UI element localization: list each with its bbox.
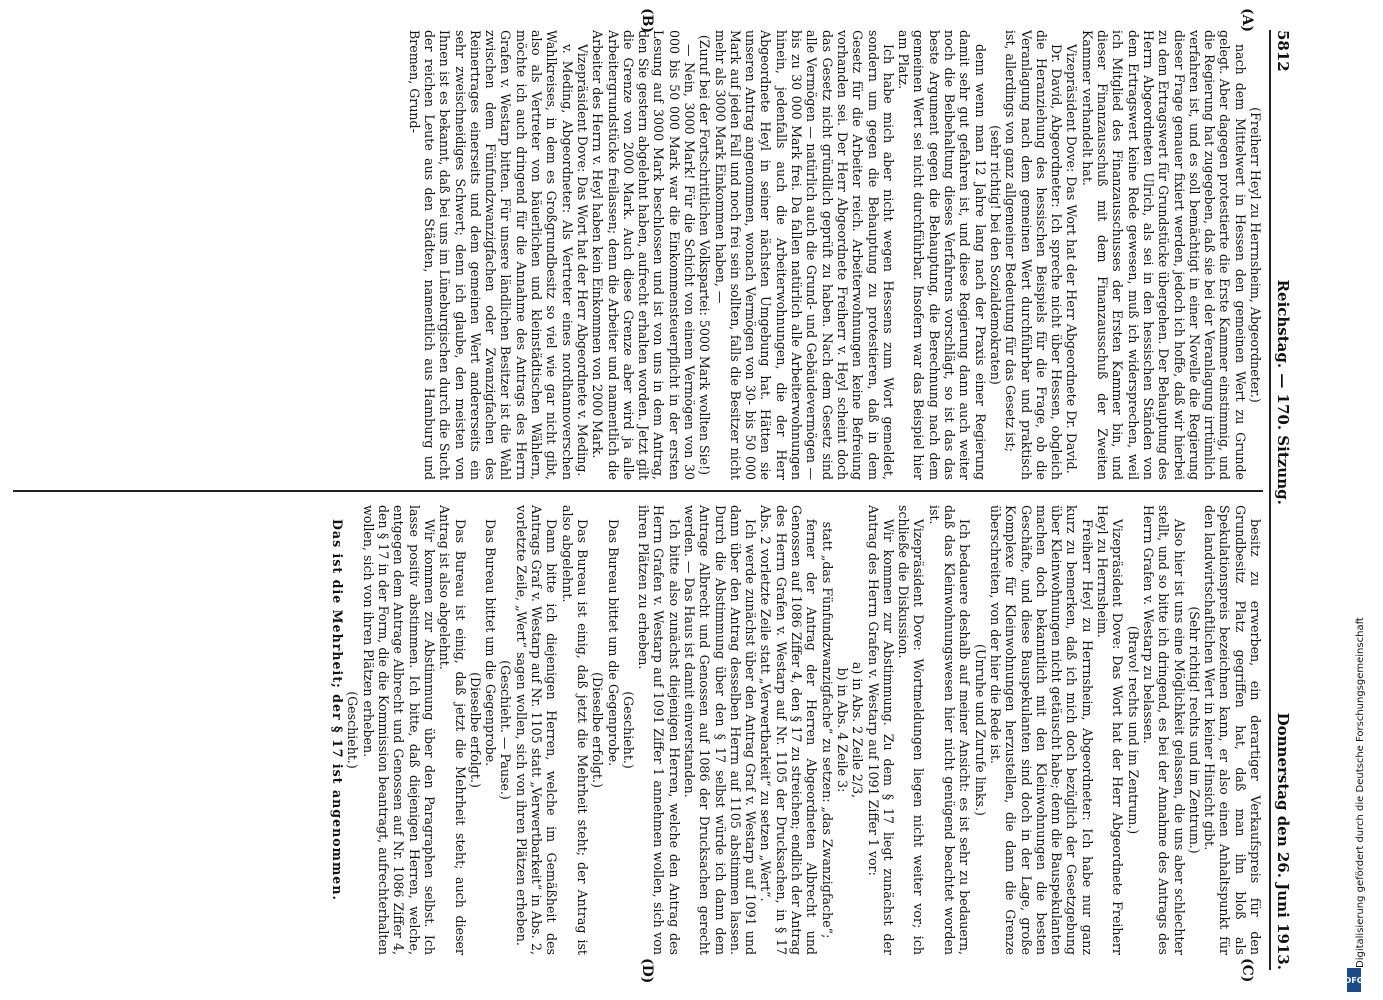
interjection: (Zuruf bei der Fortschrittlichen Volkspartei: 5000 Mark wollten Sie!) bbox=[697, 34, 713, 476]
paragraph: Das Bureau bittet um die Gegenprobe. bbox=[605, 519, 621, 767]
list-item: a) in Abs. 2 Zeile 2/3, bbox=[850, 661, 866, 799]
paragraph: Das Bureau ist einig, daß jetzt die Mehrheit steht; auch dieser Antrag ist also abgelehnt. bbox=[437, 505, 468, 955]
interjection: (Dieselbe erfolgt.) bbox=[467, 672, 483, 788]
page-date: Donnerstag den 26. Juni 1913. bbox=[1274, 712, 1292, 970]
interjection: (Sehr richtig! rechts und im Zentrum.) bbox=[1186, 606, 1202, 854]
left-column bbox=[13, 30, 1263, 480]
digitization-credit: Digitalisierung gefördert durch die Deutsche Forschungsgemeinschaft bbox=[1355, 617, 1366, 968]
margin-marker-c: (C) bbox=[1239, 958, 1255, 983]
quote: statt „das Fünfundzwanzigfache“ zu setzen: „das Zwanzigfache“; bbox=[819, 521, 835, 939]
paragraph: Vizepräsident Dove: Das Wort hat der Herr Abgeordnete Freiherr Heyl zu Herrnsheim. bbox=[1095, 505, 1126, 955]
interjection: (Dieselbe erfolgt.) bbox=[590, 672, 606, 788]
dfg-logo-icon: DFG bbox=[1347, 968, 1361, 992]
paragraph: Ich bitte also zunächst diejenigen Herren, welche den Antrag des Herrn Grafen v. Westarp auf 1091 Ziffer 1 annehmen wollen, sich von ihren Plätzen zu erheben. bbox=[636, 505, 682, 955]
digitization-footer bbox=[1343, 0, 1383, 1000]
page-number: 5812 bbox=[1274, 30, 1292, 72]
margin-marker-b: (B) bbox=[639, 8, 655, 34]
interjection: (Geschieht.) bbox=[620, 691, 636, 769]
paragraph: Das Bureau ist einig, daß jetzt die Mehrheit steht; der Antrag ist also abgelehnt. bbox=[559, 505, 590, 955]
speaker-note: (Freiherr Heyl zu Herrnsheim, Abgeordneter.) bbox=[1248, 107, 1263, 403]
paragraph: Vizepräsident Dove: Wortmeldungen liegen nicht weiter vor; ich schließe die Diskussion. bbox=[896, 505, 927, 955]
interjection: (Bravo! rechts und im Zentrum.) bbox=[1125, 625, 1141, 835]
paragraph: Dr. David, Abgeordneter: Ich spreche nicht über Hessen, obgleich die Heranziehung des hessischen Beispiels für die Frage, ob die Veranlagung nach dem gemeinen Wert durchführbar und praktisch ist, allerdings von ganz allgemeiner Bedeutung für das Gesetz ist; bbox=[1003, 30, 1065, 480]
margin-marker-d: (D) bbox=[639, 958, 655, 984]
page-header bbox=[1269, 30, 1297, 970]
paragraph: Ich habe mich aber nicht wegen Hessens zum Wort gemeldet, sondern um gegen die Behauptung zu protestieren, daß in dem Gesetz für die Arbeiter reich. Arbeiterwohnungen keine Befreiung vorhanden sei. Der Herr Abgeordnete Freiherr v. Heyl scheint doch das Gesetz nicht gründlich geprüft zu haben. Nach dem Gesetz sind alle Vermögen — natürlich auch die Grund- und Gebäudevermögen — bis zu 30 000 Mark frei. Da fallen natürlich alle Arbeiterwohnungen hinein, jedenfalls auch die Arbeiterwohnungen, die der Herr Abgeordnete Heyl in seiner nächsten Umgebung hat. Hätten sie unseren Antrag angenommen, wonach Vermögen von 30- bis 50 000 Mark auf jeden Fall und noch frei sein sollten, falls die Besitzer nicht mehr als 3000 Mark Einkommen haben, — bbox=[712, 30, 896, 480]
interjection: (sehr richtig! bei den Sozialdemokraten) bbox=[987, 125, 1003, 385]
paragraph: Das Bureau bittet um die Gegenprobe. bbox=[483, 519, 499, 767]
paragraph: Wir kommen zur Abstimmung über den Paragraphen selbst. Ich lasse positiv abstimmen. Ich bitte, daß diejenigen Herren, welche, entgegen dem Antrage Albrecht und Genossen auf Nr. 1086 Ziffer 4, den § 17 in der Form, die die Kommission beantragt, aufrechterhalten wollen, sich von ihren Plätzen erheben. bbox=[360, 505, 437, 955]
paragraph: Vizepräsident Dove: Das Wort hat der Herr Abgeordnete v. Meding. bbox=[574, 44, 590, 477]
paragraph: nach dem Mittelwert in Hessen den gemeinen Wert zu Grunde gelegt. Aber dagegen protestierte die Erste Kammer einstimmig, und die Regierung hat zugegeben, daß sie bei der Veranlagung irrtümlich verfahren ist, und es soll bemächtigt in einer Novelle die Regierung dieser Frage genauer fixiert werden, jedoch ich hoffe, daß wir hierbei zu dem Ertragswert für Grundstücke übergehen. Der Behauptung des Herrn Abgeordneten Ulrich, als sei in den hessischen Ständen von dem Ertragswert keine Rede gewesen, muß ich widersprechen, weil ich Mitglied des Finanzausschusses der Ersten Kammer bin, und dieser Finanzausschuß mit dem Finanzausschuß der Zweiten Kammer verhandelt hat. bbox=[1079, 30, 1248, 480]
right-column bbox=[13, 505, 1263, 955]
paragraph: Das ist die Mehrheit; der § 17 ist angenommen. bbox=[330, 519, 346, 901]
paragraph: Ich bedauere deshalb auf meiner Ansicht: es ist sehr zu bedauern, daß das Kleinwohnungswesen hier nicht genügend beachtet worden ist. bbox=[926, 505, 973, 955]
paragraph: Vizepräsident Dove: Das Wort hat der Herr Abgeordnete Dr. David. bbox=[1064, 44, 1080, 474]
interjection: (Unruhe und Zurufe links.) bbox=[972, 644, 988, 816]
interjection: (Geschieht.) bbox=[345, 691, 361, 769]
paragraph: v. Meding, Abgeordneter: Als Vertreter eines nordhannoverschen Wahlkreises, in dem es Großgrundbesitz so viel wie gar nicht gibt, also als Vertreter von bäuerlichen und kleinstädtischen Wählern, möchte ich auch dringend für die Annahme des Antrags des Herrn Grafen v. Westarp bitten. Für unsere ländlichen Besitzer ist die Wahl zwischen dem Fünfundzwanzigfachen oder Zwanzigfachen des Reinertrages einerseits und dem gemeinen Wert andererseits ein sehr zweischneidiges Schwert; denn ich glaube, den meisten von Ihnen ist es bekannt, daß bei uns im Lüneburgischen durch die Sucht der reichen Leute aus den Städten, namentlich aus Hamburg und Bremen, Grund- bbox=[406, 30, 575, 480]
paragraph: Ich werde zunächst über den Antrag Graf v. Westarp auf 1091 und dann über den Antrag desselben Herrn auf 1105 abstimmen lassen. Durch die Abstimmung über den § 17 selbst würde ich dann dem Antrage Albrecht und Genossen auf 1086 der Drucksachen gerecht werden. — Das Haus ist damit einverstanden. bbox=[682, 505, 759, 955]
paragraph: — Nein, 3000 Mark! Für die Schicht von einem Vermögen von 30 000 bis 50 000 Mark war die Einkommensteuerpflicht in der ersten Lesung auf 3000 Mark beschlossen und ist von uns in dem Antrag, den Sie gestern abgelehnt haben, aufrecht erhalten worden. Jetzt gilt die Grenze von 2000 Mark. Auch diese Grenze aber wird ja alle Arbeitergrundstücke freilassen; denn die Arbeiter und namentlich die Arbeiter des Herrn v. Heyl haben kein Einkommen von 2000 Mark. bbox=[590, 30, 698, 480]
paragraph: Also hier ist uns eine Möglichkeit gelassen, die uns aber schlechter stellt, und so bitte ich dringend, es bei der Annahme des Antrags des Herrn Grafen v. Westarp zu belassen. bbox=[1140, 505, 1187, 955]
paragraph: Freiherr Heyl zu Herrnsheim, Abgeordneter: Ich habe nur ganz kurz zu bemerken, daß ich mich doch bezüglich der Gesetzgebung über Kleinwohnungen nicht getäuscht habe; denn die Bauspekulanten machen doch bekanntlich mit den Kleinwohnungen die besten Geschäfte, und diese Bauspekulanten sind doch in der Lage, große Komplexe für Kleinwohnungen herzustellen, die dann die Grenze überschreiten, von der hier die Rede ist. bbox=[987, 505, 1095, 955]
interjection: (Geschieht. — Pause.) bbox=[498, 660, 514, 800]
list-item: b) in Abs. 4 Zeile 3: bbox=[834, 667, 850, 793]
paragraph: Dann bitte ich diejenigen Herren, welche im Gemäßheit des Antrags Graf v. Westarp auf Nr. 1105 statt „Verwertbarkeit“ in Abs. 2, vorletzte Zeile, „Wert“ sagen wollen, sich von ihren Plätzen erheben. bbox=[513, 505, 560, 955]
column-divider bbox=[13, 490, 1263, 492]
page-title: Reichstag. — 170. Sitzung. bbox=[1274, 279, 1292, 505]
paragraph: ferner der Antrag der Herren Abgeordneten Albrecht und Genossen auf 1086 Ziffer 4, den § 17 zu streichen; endlich der Antrag des Herrn Grafen v. Westarp auf Nr. 1105 der Drucksachen, in § 17 Abs. 2 vorletzte Zeile statt „Verwertbarkeit“ zu setzen „Wert“. bbox=[758, 505, 820, 955]
paragraph: Wir kommen zur Abstimmung. Zu dem § 17 liegt zunächst der Antrag des Herrn Grafen v. Westarp auf 1091 Ziffer 1 vor: bbox=[865, 505, 896, 955]
paragraph: denn wenn man 12 Jahre lang nach der Praxis einer Regierung damit sehr gut gefahren ist, und diese Regierung dann auch weiter noch die Beibehaltung dieses Verfahrens vorschlägt, so ist das das beste Argument gegen die Behauptung, die Berechnung nach dem gemeinen Wert sei nicht durchführbar. Insofern war das Beispiel hier am Platz. bbox=[896, 30, 988, 480]
margin-marker-a: (A) bbox=[1239, 8, 1255, 33]
paragraph: besitz zu erwerben, ein derartiger Verkaufspreis für den Grundbesitz Platz gegriffen hat, daß man ihn bloß als Spekulationspreis bezeichnen kann, er also einen Anhaltspunkt für den landwirtschaftlichen Wert in keiner Hinsicht gibt. bbox=[1202, 505, 1263, 955]
